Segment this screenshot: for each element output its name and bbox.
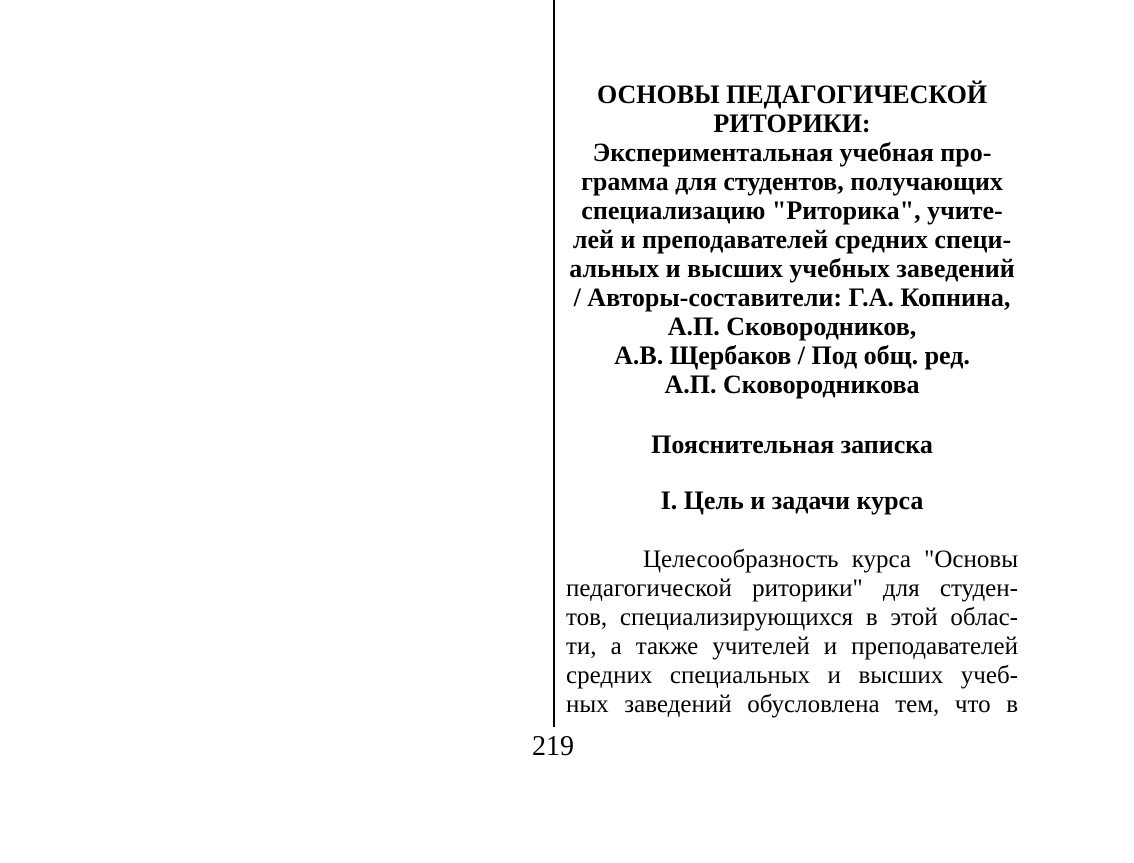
title-line: альных и высших учебных заведений: [569, 254, 1015, 283]
paragraph-line: средних специальных и высших учеб-: [566, 662, 1018, 689]
paragraph-line: педагогической риторики" для студен-: [566, 575, 1018, 602]
title-line: грамма для студентов, получающих: [581, 167, 1003, 196]
page-number: 219: [532, 731, 574, 762]
title-line: специализацию "Риторика", учите-: [581, 196, 1003, 225]
title-line: А.П. Сковородникова: [664, 370, 920, 399]
title-line: А.П. Сковородников,: [667, 312, 917, 341]
title-line: А.В. Щербаков / Под общ. ред.: [614, 341, 970, 370]
paragraph-line: ти, а также учителей и преподавателей: [566, 633, 1018, 660]
title-line: лей и преподавателей средних специ-: [572, 225, 1012, 254]
text-column: [566, 80, 1018, 719]
title-line: Экспериментальная учебная про-: [592, 138, 992, 167]
title-line: РИТОРИКИ:: [713, 109, 871, 138]
paragraph-line: ных заведений обусловлена тем, что в: [566, 691, 1018, 718]
title-line: ОСНОВЫ ПЕДАГОГИЧЕСКОЙ: [596, 80, 988, 109]
section-heading: Пояснительная записка: [651, 430, 933, 459]
subsection-heading: I. Цель и задачи курса: [660, 486, 924, 515]
paragraph-line: Целесообразность курса "Основы: [643, 546, 1018, 573]
body-paragraph: [566, 545, 1018, 719]
page-divider-line: [553, 0, 555, 727]
paragraph-line: тов, специализирующихся в этой облас-: [566, 604, 1018, 631]
book-title-block: [566, 80, 1018, 399]
title-line: / Авторы-составители: Г.А. Копнина,: [573, 283, 1011, 312]
